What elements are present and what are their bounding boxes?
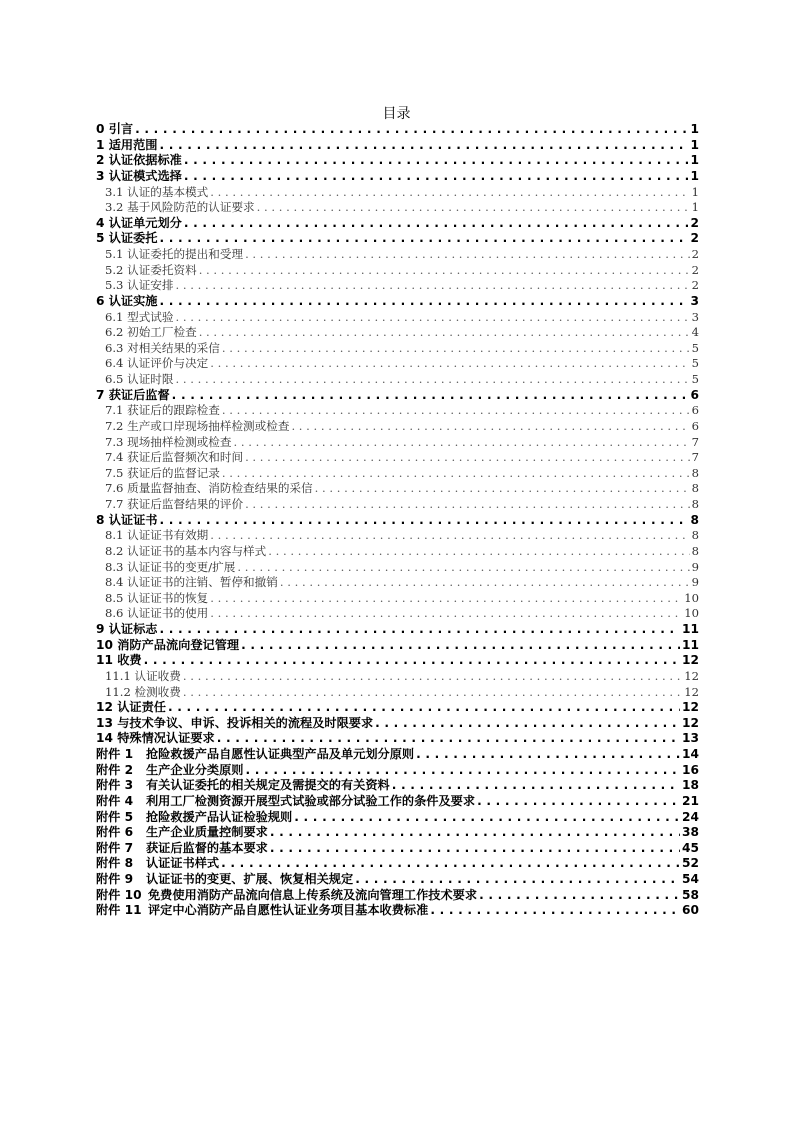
toc-entry-label: 8.5 认证证书的恢复 [105, 590, 209, 605]
toc-entry-label: 14 特殊情况认证要求 [96, 731, 215, 746]
dot-leader [416, 747, 680, 763]
toc-page-number: 9 [691, 575, 699, 590]
toc-entry-label: 7.4 获证后监督频次和时间 [105, 450, 244, 465]
dot-leader [217, 731, 680, 747]
toc-page-number: 52 [682, 856, 699, 871]
annex-title: 抢险救援产品自愿性认证典型产品及单元划分原则 [146, 747, 415, 761]
toc-annex-entry[interactable] [96, 763, 699, 779]
dot-leader [291, 419, 689, 435]
toc-section-entry[interactable] [96, 388, 699, 404]
toc-page-number: 12 [682, 715, 699, 730]
toc-page-number: 45 [682, 840, 699, 855]
dot-leader [222, 403, 690, 419]
toc-page-number: 8 [691, 528, 699, 543]
toc-section-entry[interactable] [96, 122, 699, 138]
toc-entry-label [96, 872, 353, 888]
toc-subsection-entry[interactable] [96, 435, 699, 451]
toc-annex-entry[interactable] [96, 841, 699, 857]
toc-entry-label: 0 引言 [96, 122, 134, 136]
toc-page-number: 3 [691, 309, 699, 324]
toc-entry-label: 7.6 质量监督抽查、消防检查结果的采信 [105, 481, 313, 496]
toc-section-entry[interactable] [96, 653, 699, 669]
toc-page-number: 60 [682, 903, 699, 918]
toc-page-number: 2 [691, 262, 699, 277]
toc-subsection-entry[interactable] [96, 403, 699, 419]
toc-page-number: 4 [691, 325, 699, 340]
toc-entry-label: 6.3 对相关结果的采信 [105, 340, 220, 355]
toc-entry-label [96, 763, 244, 779]
dot-leader [245, 450, 690, 466]
toc-page-number: 11 [682, 622, 699, 636]
dot-leader [246, 763, 681, 779]
toc-list [96, 122, 699, 919]
toc-entry-label: 7.5 获证后的监督记录 [105, 465, 220, 480]
toc-page-number: 12 [684, 684, 699, 699]
toc-annex-entry[interactable] [96, 825, 699, 841]
dot-leader [355, 872, 680, 888]
toc-entry-label: 8 认证证书 [96, 512, 158, 527]
toc-page-number: 2 [690, 231, 699, 246]
toc-entry-label: 7.7 获证后监督结果的评价 [105, 497, 244, 511]
dot-leader [176, 278, 690, 294]
toc-subsection-entry[interactable] [96, 263, 699, 279]
toc-page-number: 2 [691, 278, 699, 293]
toc-entry-label: 6.4 认证评价与决定 [105, 356, 209, 371]
dot-leader [222, 341, 690, 357]
dot-leader [237, 560, 689, 576]
annex-title: 免费使用消防产品流向信息上传系统及流向管理工作技术要求 [148, 887, 478, 902]
dot-leader [199, 325, 690, 341]
toc-entry-label [96, 856, 219, 872]
toc-page-number: 18 [682, 778, 699, 793]
dot-leader [392, 778, 680, 794]
annex-title: 认证证书的变更、扩展、恢复相关规定 [146, 872, 354, 886]
dot-leader [222, 466, 690, 482]
toc-entry-label: 11 收费 [96, 653, 142, 668]
toc-page-number: 8 [690, 512, 699, 527]
toc-entry-label: 3 认证模式选择 [96, 168, 182, 183]
toc-section-entry[interactable] [96, 169, 699, 185]
annex-title: 抢险救援产品认证检验规则 [146, 809, 293, 824]
annex-title: 认证证书样式 [146, 856, 220, 871]
annex-title: 获证后监督的基本要求 [146, 840, 268, 855]
toc-page-number: 1 [691, 200, 699, 215]
annex-number: 附件 2 [96, 762, 134, 777]
toc-entry-label: 11.1 认证收费 [105, 668, 181, 683]
toc-entry-label: 3.1 认证的基本模式 [105, 184, 209, 199]
toc-section-entry[interactable] [96, 231, 699, 247]
dot-leader [221, 856, 680, 872]
toc-subsection-entry[interactable] [96, 185, 699, 201]
dot-leader [241, 638, 680, 654]
toc-subsection-entry[interactable] [96, 606, 699, 622]
toc-page-number: 12 [684, 668, 699, 683]
dot-leader [233, 435, 689, 451]
toc-annex-entry[interactable] [96, 856, 699, 872]
toc-annex-entry[interactable] [96, 872, 699, 888]
dot-leader [184, 153, 689, 169]
annex-title: 有关认证委托的相关规定及需提交的有关资料 [146, 778, 390, 793]
annex-number: 附件 5 [96, 809, 134, 824]
toc-page-number: 1 [690, 153, 699, 168]
toc-page-number: 8 [691, 481, 699, 496]
toc-page-number: 14 [682, 747, 699, 761]
dot-leader [144, 653, 680, 669]
dot-leader [477, 794, 680, 810]
toc-section-entry[interactable] [96, 216, 699, 232]
toc-subsection-entry[interactable] [96, 466, 699, 482]
toc-section-entry[interactable] [96, 716, 699, 732]
dot-leader [176, 372, 690, 388]
toc-section-entry[interactable] [96, 138, 699, 154]
dot-leader [294, 810, 680, 826]
toc-entry-label: 9 认证标志 [96, 622, 158, 636]
toc-page-number: 10 [684, 606, 699, 621]
toc-entry-label: 11.2 检测收费 [105, 684, 181, 699]
toc-annex-entry[interactable] [96, 778, 699, 794]
toc-subsection-entry[interactable] [96, 247, 699, 263]
toc-entry-label: 3.2 基于风险防范的认证要求 [105, 200, 255, 215]
dot-leader [159, 622, 680, 638]
annex-title: 生产企业分类原则 [146, 762, 244, 777]
toc-subsection-entry[interactable] [96, 200, 699, 216]
toc-page-number: 38 [682, 825, 699, 840]
dot-leader [315, 481, 690, 497]
toc-page-number: 6 [691, 418, 699, 433]
toc-subsection-entry[interactable] [96, 497, 699, 513]
annex-number: 附件 3 [96, 778, 134, 793]
toc-entry-label [96, 810, 292, 826]
annex-title: 利用工厂检测资源开展型式试验或部分试验工作的条件及要求 [146, 793, 476, 808]
toc-entry-label: 8.1 认证证书有效期 [105, 528, 209, 543]
dot-leader [168, 700, 680, 716]
dot-leader [479, 888, 680, 904]
toc-subsection-entry[interactable] [96, 575, 699, 591]
toc-annex-entry[interactable] [96, 794, 699, 810]
toc-subsection-entry[interactable] [96, 325, 699, 341]
toc-subsection-entry[interactable] [96, 278, 699, 294]
toc-page-number: 8 [691, 465, 699, 480]
dot-leader [280, 575, 690, 591]
toc-subsection-entry[interactable] [96, 528, 699, 544]
dot-leader [257, 200, 690, 216]
toc-entry-label: 8.3 认证证书的变更/扩展 [105, 559, 236, 574]
dot-leader [210, 356, 689, 372]
toc-entry-label: 13 与技术争议、申诉、投诉相关的流程及时限要求 [96, 715, 374, 730]
toc-page-number: 12 [682, 700, 699, 715]
toc-entry-label: 12 认证责任 [96, 700, 166, 715]
toc-page-number: 1 [690, 137, 699, 152]
dot-leader [184, 216, 689, 232]
annex-number: 附件 6 [96, 825, 134, 840]
toc-page-number: 9 [691, 559, 699, 574]
toc-page-number: 5 [691, 372, 699, 386]
annex-number: 附件 7 [96, 840, 134, 855]
toc-entry-label [96, 841, 268, 857]
toc-section-entry[interactable] [96, 153, 699, 169]
dot-leader [183, 685, 682, 701]
toc-entry-label [96, 825, 268, 841]
toc-page-number: 10 [684, 590, 699, 605]
toc-page-number: 6 [691, 403, 699, 418]
toc-annex-entry[interactable] [96, 888, 699, 904]
toc-entry-label: 7 获证后监督 [96, 387, 170, 402]
dot-leader [270, 825, 680, 841]
toc-entry-label: 7.2 生产或口岸现场抽样检测或检查 [105, 418, 290, 433]
toc-entry-label: 7.1 获证后的跟踪检查 [105, 403, 220, 418]
toc-annex-entry[interactable] [96, 903, 699, 919]
dot-leader [135, 122, 688, 138]
toc-entry-label: 2 认证依据标准 [96, 153, 182, 168]
toc-entry-label: 6.2 初始工厂检查 [105, 325, 197, 340]
dot-leader [172, 388, 689, 404]
toc-page-number: 24 [682, 809, 699, 824]
dot-leader [176, 310, 690, 326]
toc-subsection-entry[interactable] [96, 372, 699, 388]
toc-section-entry[interactable] [96, 513, 699, 529]
toc-page-number: 54 [682, 872, 699, 886]
toc-entry-label: 7.3 现场抽样检测或检查 [105, 434, 232, 449]
toc-subsection-entry[interactable] [96, 560, 699, 576]
dot-leader [210, 591, 682, 607]
annex-number: 附件 1 [96, 747, 134, 761]
toc-entry-label: 8.4 认证证书的注销、暂停和撤销 [105, 575, 278, 590]
toc-subsection-entry[interactable] [96, 310, 699, 326]
toc-entry-label [96, 888, 477, 904]
toc-page-number: 58 [682, 887, 699, 902]
toc-page-number: 1 [691, 184, 699, 199]
toc-entry-label: 10 消防产品流向登记管理 [96, 637, 240, 652]
toc-subsection-entry[interactable] [96, 419, 699, 435]
dot-leader [210, 185, 689, 201]
toc-page-number: 7 [691, 450, 699, 465]
toc-entry-label: 5 认证委托 [96, 231, 158, 246]
toc-page-number: 21 [682, 793, 699, 808]
dot-leader [375, 716, 680, 732]
toc-section-entry[interactable] [96, 622, 699, 638]
toc-section-entry[interactable] [96, 294, 699, 310]
toc-page-number: 12 [682, 653, 699, 668]
toc-entry-label: 6.1 型式试验 [105, 309, 174, 324]
toc-page-number: 1 [690, 168, 699, 183]
toc-entry-label: 5.2 认证委托资料 [105, 262, 197, 277]
dot-leader [245, 497, 690, 513]
toc-subsection-entry[interactable] [96, 341, 699, 357]
toc-page-number: 2 [690, 215, 699, 230]
dot-leader [183, 669, 682, 685]
annex-number: 附件 4 [96, 793, 134, 808]
toc-entry-label: 6.5 认证时限 [105, 372, 174, 386]
dot-leader [184, 169, 689, 185]
toc-page-number: 5 [691, 340, 699, 355]
dot-leader [210, 606, 682, 622]
annex-number: 附件 8 [96, 856, 134, 871]
toc-page-number: 8 [691, 543, 699, 558]
toc-page-number: 7 [691, 434, 699, 449]
toc-entry-label [96, 903, 428, 919]
toc-section-entry[interactable] [96, 731, 699, 747]
toc-entry-label: 5.1 认证委托的提出和受理 [105, 247, 244, 261]
toc-entry-label: 6 认证实施 [96, 293, 158, 308]
toc-section-entry[interactable] [96, 638, 699, 654]
annex-number: 附件 9 [96, 872, 134, 886]
dot-leader [159, 138, 688, 154]
dot-leader [159, 513, 688, 529]
toc-entry-label: 1 适用范围 [96, 137, 158, 152]
dot-leader [159, 294, 688, 310]
toc-page-number: 16 [682, 762, 699, 777]
dot-leader [245, 247, 690, 263]
toc-page-number: 3 [690, 293, 699, 308]
dot-leader [210, 528, 689, 544]
toc-entry-label: 5.3 认证安排 [105, 278, 174, 293]
dot-leader [430, 903, 680, 919]
toc-entry-label: 8.6 认证证书的使用 [105, 606, 209, 621]
dot-leader [159, 231, 688, 247]
toc-page-number: 13 [682, 731, 699, 746]
toc-page-number: 2 [691, 247, 699, 261]
toc-section-entry[interactable] [96, 700, 699, 716]
toc-page-number: 5 [691, 356, 699, 371]
toc-subsection-entry[interactable] [96, 356, 699, 372]
toc-subsection-entry[interactable] [96, 591, 699, 607]
toc-subsection-entry[interactable] [96, 450, 699, 466]
annex-number: 附件 11 [96, 903, 142, 918]
toc-entry-label [96, 778, 390, 794]
toc-page-number: 6 [690, 387, 699, 402]
dot-leader [199, 263, 690, 279]
toc-entry-label [96, 747, 414, 763]
toc-annex-entry[interactable] [96, 747, 699, 763]
toc-page-number: 1 [690, 122, 699, 136]
dot-leader [270, 841, 680, 857]
toc-entry-label [96, 794, 475, 810]
annex-number: 附件 10 [96, 887, 142, 902]
toc-subsection-entry[interactable] [96, 669, 699, 685]
toc-subsection-entry[interactable] [96, 481, 699, 497]
toc-title: 目录 [382, 106, 411, 122]
annex-title: 评定中心消防产品自愿性认证业务项目基本收费标准 [148, 903, 429, 918]
toc-page-number: 11 [682, 637, 699, 652]
toc-subsection-entry[interactable] [96, 544, 699, 560]
dot-leader [268, 544, 689, 560]
toc-subsection-entry[interactable] [96, 685, 699, 701]
toc-page-number: 8 [691, 497, 699, 511]
toc-entry-label: 4 认证单元划分 [96, 215, 182, 230]
annex-title: 生产企业质量控制要求 [146, 825, 268, 840]
toc-annex-entry[interactable] [96, 810, 699, 826]
toc-entry-label: 8.2 认证证书的基本内容与样式 [105, 543, 267, 558]
